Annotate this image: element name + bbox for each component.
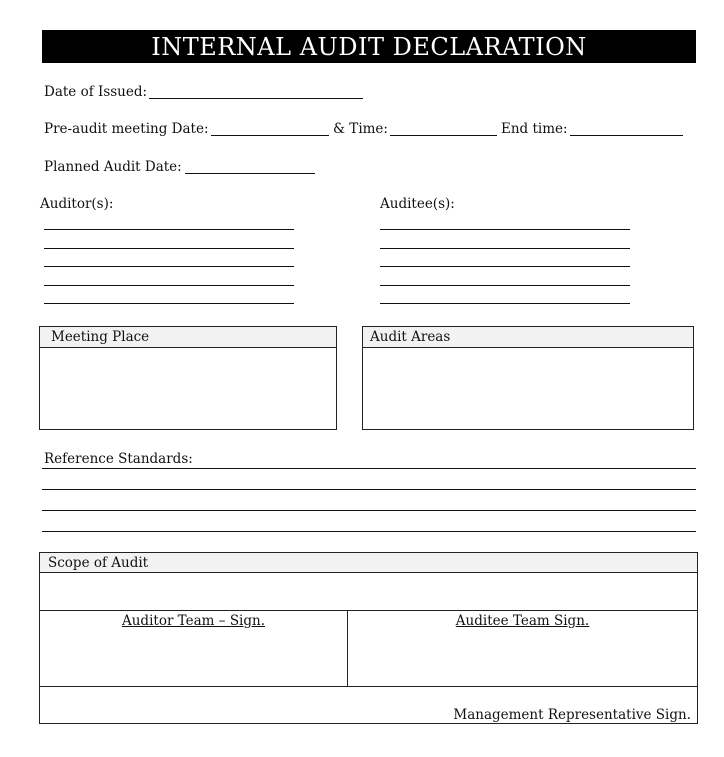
auditee-line-4[interactable] bbox=[380, 285, 630, 286]
management-sign-label: Management Representative Sign. bbox=[453, 707, 691, 723]
preaudit-date-label: Pre-audit meeting Date: bbox=[44, 121, 209, 137]
reference-line-2[interactable] bbox=[42, 489, 696, 490]
planned-date-label: Planned Audit Date: bbox=[44, 159, 182, 175]
meeting-place-header: Meeting Place bbox=[40, 327, 336, 348]
auditee-line-1[interactable] bbox=[380, 229, 630, 230]
reference-line-3[interactable] bbox=[42, 510, 696, 511]
auditee-line-3[interactable] bbox=[380, 266, 630, 267]
meeting-place-box[interactable] bbox=[39, 326, 337, 430]
audit-areas-box[interactable] bbox=[362, 326, 694, 430]
auditor-line-5[interactable] bbox=[44, 303, 294, 304]
auditees-label: Auditee(s): bbox=[380, 196, 455, 212]
auditee-line-5[interactable] bbox=[380, 303, 630, 304]
reference-line-1[interactable] bbox=[42, 468, 696, 469]
auditor-line-2[interactable] bbox=[44, 248, 294, 249]
auditor-sign-cell[interactable] bbox=[39, 610, 348, 687]
scope-field[interactable] bbox=[39, 572, 698, 611]
preaudit-date-field[interactable] bbox=[211, 135, 329, 136]
reference-standards-label: Reference Standards: bbox=[44, 451, 193, 467]
management-sign-cell[interactable] bbox=[39, 686, 698, 724]
auditor-sign-label: Auditor Team – Sign. bbox=[121, 613, 266, 629]
auditee-line-2[interactable] bbox=[380, 248, 630, 249]
date-issued-field[interactable] bbox=[149, 98, 363, 99]
reference-line-4[interactable] bbox=[42, 531, 696, 532]
date-issued-label: Date of Issued: bbox=[44, 84, 148, 100]
auditee-sign-cell[interactable] bbox=[347, 610, 698, 687]
auditee-sign-label: Auditee Team Sign. bbox=[455, 613, 590, 629]
planned-date-field[interactable] bbox=[185, 173, 315, 174]
end-time-field[interactable] bbox=[570, 135, 683, 136]
end-time-label: End time: bbox=[501, 121, 568, 137]
form-title: INTERNAL AUDIT DECLARATION bbox=[42, 30, 696, 63]
auditor-line-4[interactable] bbox=[44, 285, 294, 286]
scope-label: Scope of Audit bbox=[48, 555, 149, 571]
audit-areas-header: Audit Areas bbox=[363, 327, 693, 348]
auditors-label: Auditor(s): bbox=[40, 196, 114, 212]
scope-header bbox=[39, 552, 698, 573]
auditor-line-3[interactable] bbox=[44, 266, 294, 267]
time-label: & Time: bbox=[333, 121, 388, 137]
time-field[interactable] bbox=[390, 135, 497, 136]
auditor-line-1[interactable] bbox=[44, 229, 294, 230]
